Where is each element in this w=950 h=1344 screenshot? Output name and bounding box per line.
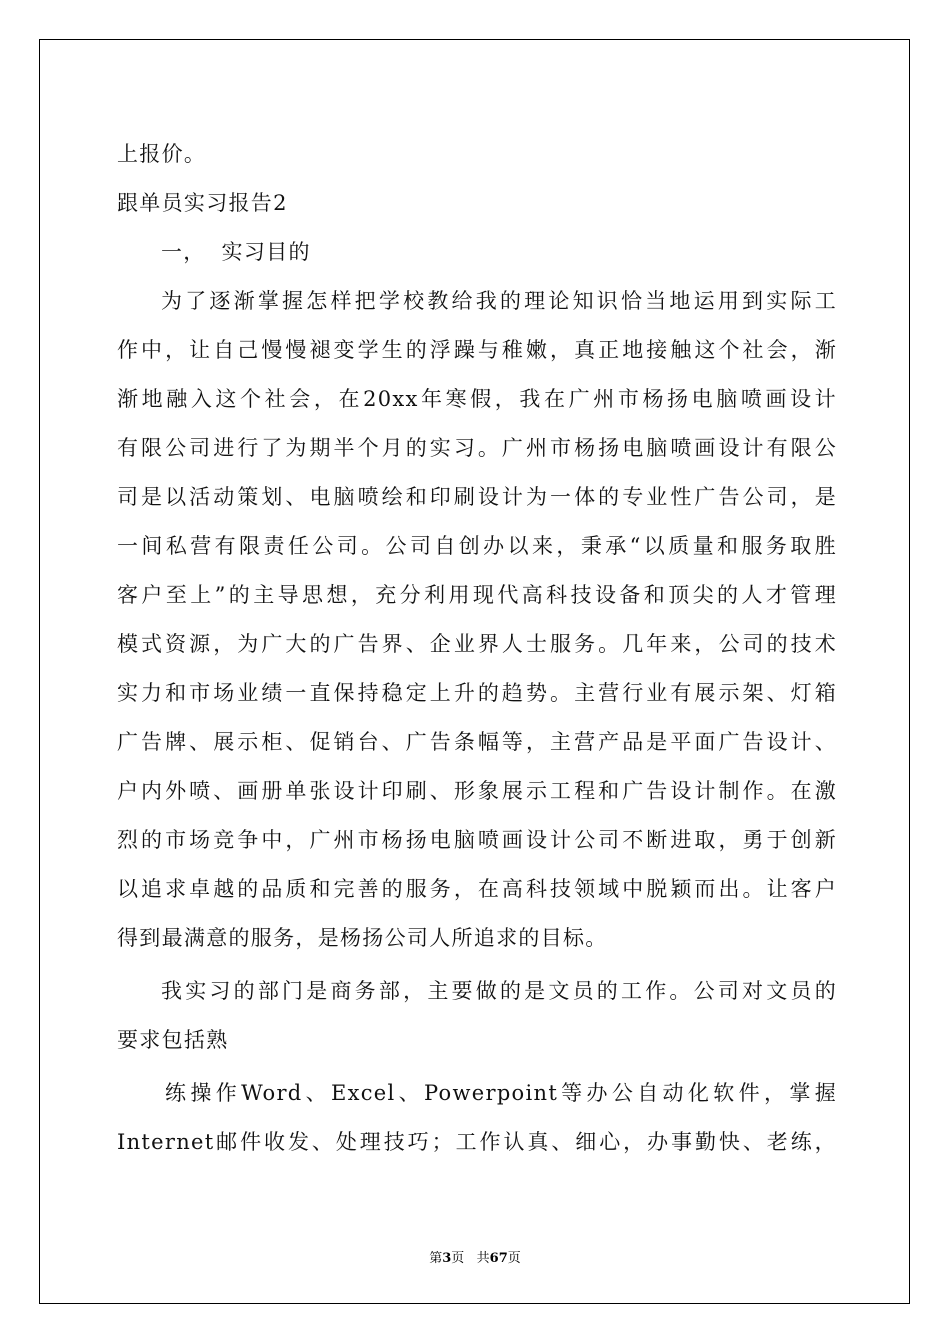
- footer-total-pages: 67: [489, 1251, 508, 1266]
- text-line: 客户至上”的主导思想，充分利用现代高科技设备和顶尖的人才管理: [117, 583, 837, 607]
- text-line: 实力和市场业绩一直保持稳定上升的趋势。主营行业有展示架、灯箱: [117, 681, 837, 705]
- text-line: 广告牌、展示柜、促销台、广告条幅等，主营产品是平面广告设计、: [117, 730, 837, 754]
- text-line: 渐地融入这个社会，在20xx年寒假，我在广州市杨扬电脑喷画设计: [117, 387, 837, 411]
- page-footer: [0, 1247, 950, 1266]
- text-line: 作中，让自己慢慢褪变学生的浮躁与稚嫩，真正地接触这个社会，渐: [117, 338, 837, 362]
- text-line: 上报价。: [117, 142, 207, 166]
- footer-mid: 页 共: [451, 1251, 490, 1266]
- text-line: 户内外喷、画册单张设计印刷、形象展示工程和广告设计制作。在激: [117, 779, 837, 803]
- text-line: 司是以活动策划、电脑喷绘和印刷设计为一体的专业性广告公司，是: [117, 485, 837, 509]
- text-line: 模式资源，为广大的广告界、企业界人士服务。几年来，公司的技术: [117, 632, 837, 656]
- footer-prefix: 第: [429, 1251, 443, 1266]
- section-heading: 一， 实习目的: [161, 240, 311, 264]
- footer-suffix: 页: [507, 1251, 521, 1266]
- footer-page-number: 3: [442, 1251, 452, 1266]
- text-line: 我实习的部门是商务部，主要做的是文员的工作。公司对文员的: [161, 979, 837, 1003]
- text-line: 为了逐渐掌握怎样把学校教给我的理论知识恰当地运用到实际工: [161, 289, 837, 313]
- section-title: 跟单员实习报告2: [117, 191, 288, 215]
- text-line: 烈的市场竞争中，广州市杨扬电脑喷画设计公司不断进取，勇于创新: [117, 828, 837, 852]
- text-line: 以追求卓越的品质和完善的服务，在高科技领域中脱颖而出。让客户: [117, 877, 837, 901]
- text-line: 得到最满意的服务，是杨扬公司人所追求的目标。: [117, 926, 608, 950]
- text-line: Internet邮件收发、处理技巧；工作认真、细心，办事勤快、老练，: [117, 1130, 837, 1154]
- text-line: 练操作Word、Excel、Powerpoint等办公自动化软件，掌握: [165, 1081, 837, 1105]
- text-line: 要求包括熟: [117, 1028, 229, 1052]
- document-body: [117, 130, 837, 1167]
- text-line: 一间私营有限责任公司。公司自创办以来，秉承“以质量和服务取胜: [117, 534, 837, 558]
- text-line: 有限公司进行了为期半个月的实习。广州市杨扬电脑喷画设计有限公: [117, 436, 837, 460]
